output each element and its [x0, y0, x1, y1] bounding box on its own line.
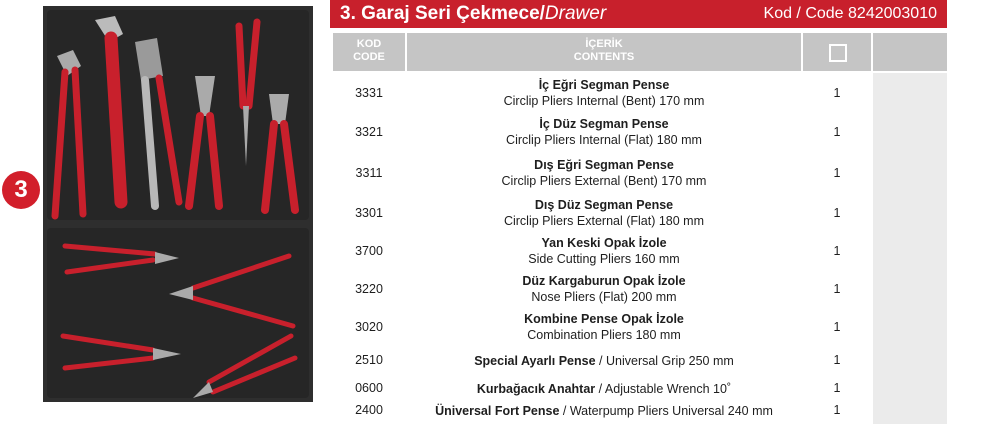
- row-quantity: 1: [833, 282, 841, 296]
- row-name-en: Combination Pliers 180 mm: [527, 328, 681, 342]
- row-description: [407, 381, 801, 397]
- row-code: 2400: [355, 403, 383, 417]
- table-row: [333, 311, 873, 347]
- row-name-en: / Universal Grip 250 mm: [595, 354, 734, 368]
- row-name-tr: Kurbağacık Anahtar: [476, 382, 596, 396]
- table-row: [333, 381, 873, 399]
- row-code: 3321: [355, 125, 383, 139]
- row-code: 0600: [355, 381, 383, 395]
- column-header-contents-en: CONTENTS: [573, 51, 635, 63]
- row-name-tr: Dış Eğri Segman Pense: [534, 158, 674, 172]
- row-name-en: Circlip Pliers External (Flat) 180 mm: [503, 214, 705, 228]
- table-row: [333, 273, 873, 309]
- row-name-tr: İç Eğri Segman Pense: [538, 78, 670, 92]
- row-description: [407, 77, 801, 109]
- row-code: 3220: [355, 282, 383, 296]
- drawer-title-en: Drawer: [544, 3, 607, 24]
- row-code: 3700: [355, 244, 383, 258]
- row-name-en: / Waterpump Pliers Universal 240 mm: [559, 404, 773, 418]
- table-row: [333, 197, 873, 233]
- table-row: [333, 116, 873, 152]
- tool-drawer-photo: [43, 6, 313, 402]
- column-header-quantity: [803, 33, 871, 71]
- side-column-background: [873, 73, 947, 424]
- row-description: [407, 197, 801, 229]
- table-row: [333, 403, 873, 421]
- row-quantity: 1: [833, 320, 841, 334]
- row-code: 3020: [355, 320, 383, 334]
- row-description: [407, 273, 801, 305]
- row-quantity: 1: [833, 166, 841, 180]
- drawer-title-bar: [330, 0, 947, 28]
- row-name-tr: Dış Düz Segman Pense: [534, 198, 674, 212]
- box-icon: [829, 44, 847, 62]
- row-name-en: Side Cutting Pliers 160 mm: [528, 252, 680, 266]
- row-code: 3311: [355, 166, 383, 180]
- row-quantity: 1: [833, 403, 841, 417]
- tool-drawer-illustration: [43, 6, 313, 402]
- row-description: [407, 157, 801, 189]
- row-quantity: 1: [833, 206, 841, 220]
- row-name-tr: Düz Kargaburun Opak İzole: [522, 274, 686, 288]
- row-quantity: 1: [833, 86, 841, 100]
- drawer-title-tr: 3. Garaj Seri Çekmece/: [340, 3, 545, 24]
- row-name-tr: Kombine Pense Opak İzole: [524, 312, 684, 326]
- table-row: [333, 77, 873, 113]
- row-quantity: 1: [833, 244, 841, 258]
- row-name-en: Circlip Pliers Internal (Bent) 170 mm: [503, 94, 705, 108]
- drawer-title: [340, 3, 606, 25]
- row-name-en: Nose Pliers (Flat) 200 mm: [531, 290, 677, 304]
- row-description: [407, 235, 801, 267]
- drawer-code: Kod / Code 8242003010: [763, 5, 937, 22]
- column-header-contents: [407, 33, 801, 71]
- row-code: 3301: [355, 206, 383, 220]
- row-description: [407, 353, 801, 369]
- row-name-en: Circlip Pliers External (Bent) 170 mm: [501, 174, 707, 188]
- row-description: [407, 403, 801, 419]
- column-header-code: [333, 33, 405, 71]
- row-code: 2510: [355, 353, 383, 367]
- row-name-tr: Yan Keski Opak İzole: [541, 236, 667, 250]
- row-name-en: Circlip Pliers Internal (Flat) 180 mm: [506, 133, 702, 147]
- column-header-code-en: CODE: [353, 51, 385, 63]
- row-quantity: 1: [833, 125, 841, 139]
- row-quantity: 1: [833, 381, 841, 395]
- table-row: [333, 235, 873, 271]
- row-name-tr: Special Ayarlı Pense: [474, 354, 596, 368]
- column-header-code-tr: KOD: [356, 38, 382, 50]
- row-name-en: / Adjustable Wrench 10˚: [595, 382, 732, 396]
- column-header-blank: [873, 33, 947, 71]
- table-row: [333, 157, 873, 193]
- section-number-badge: 3: [2, 171, 40, 209]
- row-description: [407, 116, 801, 148]
- row-description: [407, 311, 801, 343]
- row-name-tr: İç Düz Segman Pense: [539, 117, 669, 131]
- row-code: 3331: [355, 86, 383, 100]
- column-header-contents-tr: İÇERİK: [585, 38, 623, 50]
- table-row: [333, 353, 873, 371]
- row-name-tr: Üniversal Fort Pense: [435, 404, 560, 418]
- row-quantity: 1: [833, 353, 841, 367]
